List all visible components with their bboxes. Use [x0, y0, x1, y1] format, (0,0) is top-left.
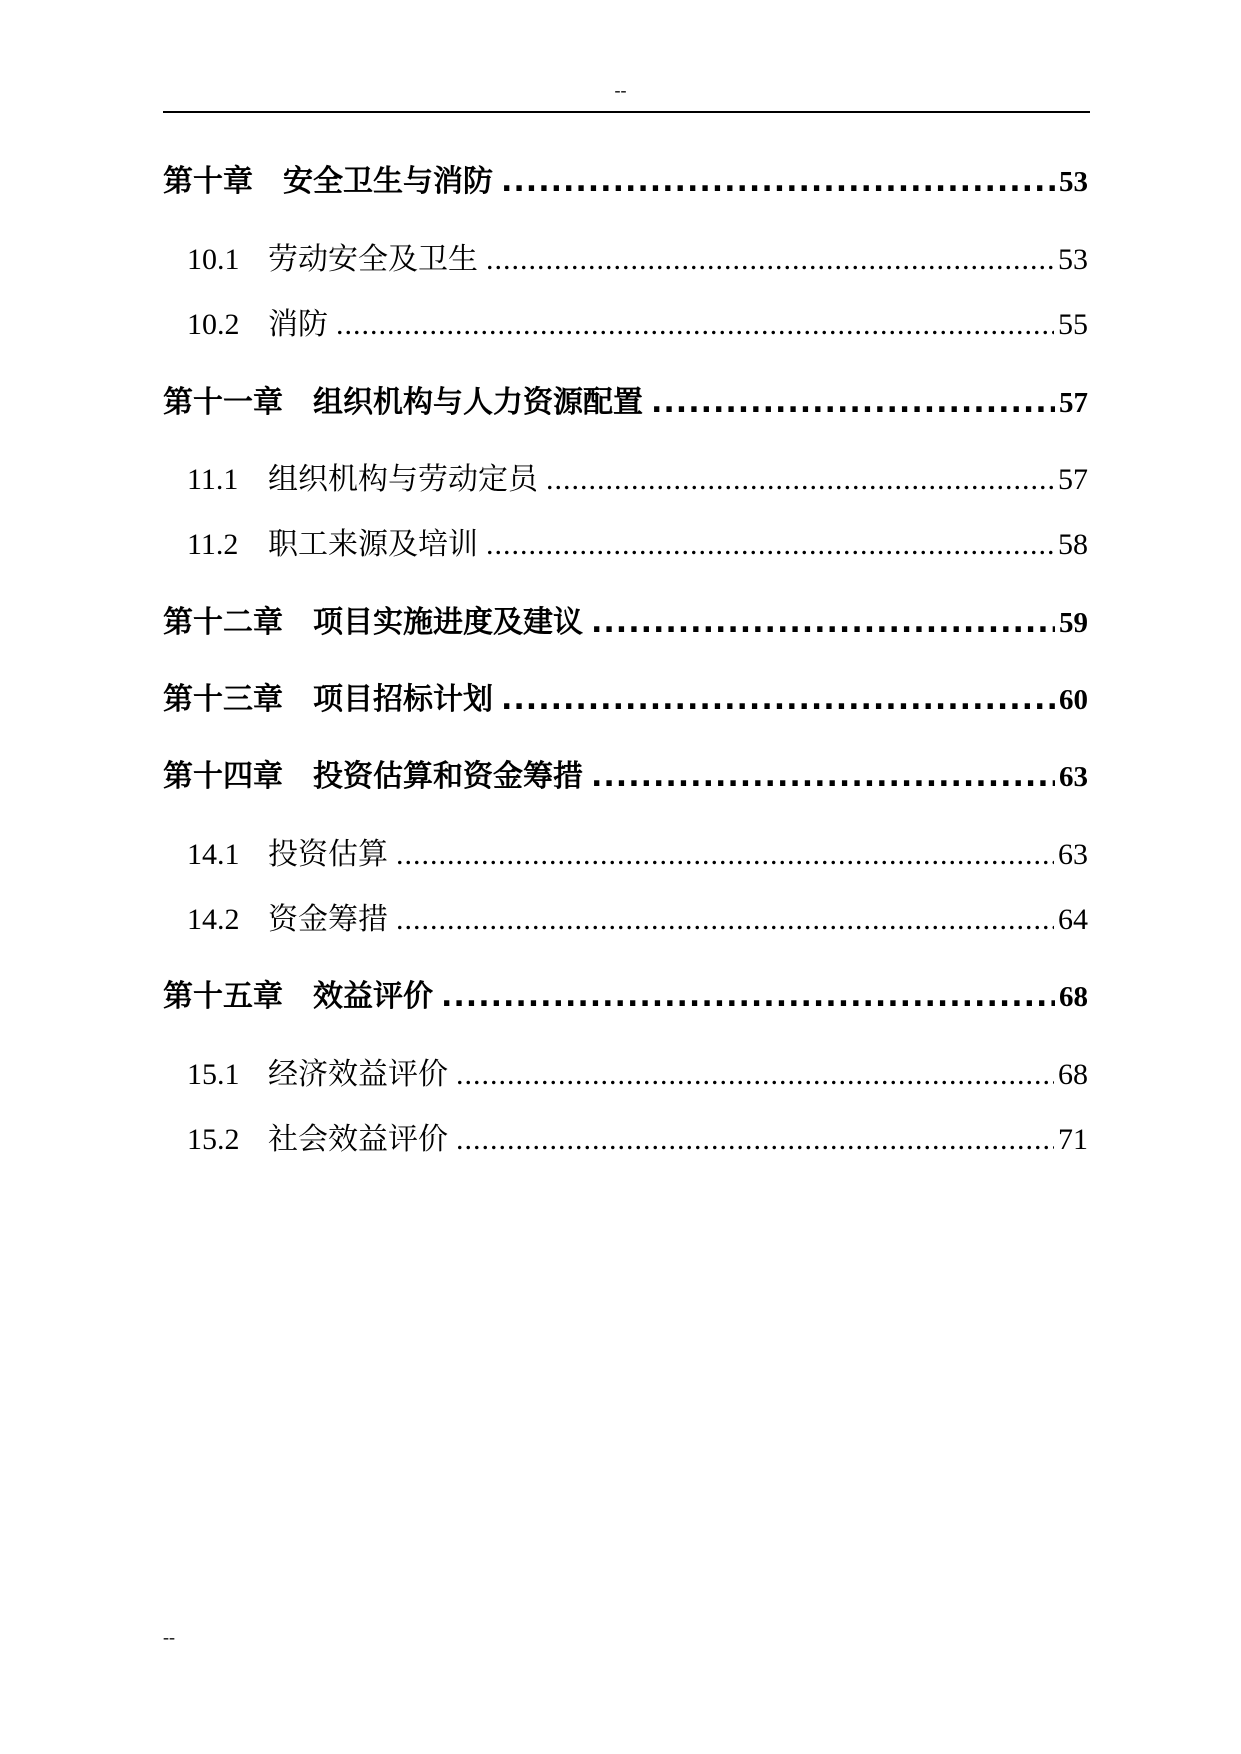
toc-section-number: 14.1 — [187, 838, 240, 871]
page-header-mark: -- — [614, 80, 627, 100]
header-rule — [163, 111, 1090, 113]
toc-section-title: 职工来源及培训 — [268, 528, 478, 561]
toc-chapter-11[interactable] — [163, 383, 1088, 423]
toc-chapter-10[interactable] — [163, 162, 1088, 202]
toc-section-11-1[interactable] — [163, 460, 1088, 500]
toc-page-number: 63 — [1058, 838, 1088, 871]
toc-dot-leader — [546, 460, 1054, 500]
toc-section-title: 社会效益评价 — [268, 1123, 448, 1156]
toc-section-10-1[interactable] — [163, 240, 1088, 280]
toc-section-number: 10.2 — [187, 308, 240, 341]
toc-page-number: 53 — [1059, 166, 1088, 198]
toc-chapter-number: 第十四章 — [163, 759, 283, 794]
toc-dot-leader — [591, 603, 1055, 643]
toc-chapter-title: 投资估算和资金筹措 — [313, 759, 583, 794]
toc-section-number: 11.2 — [187, 528, 239, 561]
toc-chapter-13[interactable] — [163, 680, 1088, 720]
toc-page-number: 58 — [1058, 528, 1088, 561]
toc-dot-leader — [486, 525, 1054, 565]
toc-section-number: 15.2 — [187, 1123, 240, 1156]
toc-chapter-title: 项目实施进度及建议 — [313, 605, 583, 640]
toc-dot-leader — [396, 835, 1054, 875]
toc-page-number: 68 — [1058, 1058, 1088, 1091]
toc-chapter-title: 项目招标计划 — [313, 682, 493, 717]
toc-section-11-2[interactable] — [163, 525, 1088, 565]
toc-section-15-1[interactable] — [163, 1055, 1088, 1095]
toc-dot-leader — [396, 900, 1054, 940]
toc-chapter-title: 安全卫生与消防 — [283, 164, 493, 199]
toc-section-number: 10.1 — [187, 243, 240, 276]
toc-dot-leader — [591, 757, 1055, 797]
toc-dot-leader — [486, 240, 1054, 280]
toc-section-title: 资金筹措 — [268, 903, 388, 936]
toc-chapter-number: 第十章 — [163, 164, 253, 199]
toc-page-number: 71 — [1058, 1123, 1088, 1156]
toc-page-number: 57 — [1058, 463, 1088, 496]
toc-section-number: 14.2 — [187, 903, 240, 936]
toc-section-10-2[interactable] — [163, 305, 1088, 345]
toc-section-title: 劳动安全及卫生 — [268, 243, 478, 276]
toc-page-number: 63 — [1059, 761, 1088, 793]
toc-page-number: 64 — [1058, 903, 1088, 936]
toc-page-number: 68 — [1059, 981, 1088, 1013]
toc-section-number: 11.1 — [187, 463, 239, 496]
toc-dot-leader — [501, 162, 1055, 202]
toc-chapter-number: 第十二章 — [163, 605, 283, 640]
page-footer-mark: -- — [163, 1627, 175, 1647]
toc-section-title: 组织机构与劳动定员 — [268, 463, 538, 496]
toc-section-title: 投资估算 — [268, 838, 388, 871]
toc-section-number: 15.1 — [187, 1058, 240, 1091]
toc-chapter-15[interactable] — [163, 977, 1088, 1017]
toc-chapter-title: 组织机构与人力资源配置 — [313, 385, 643, 420]
toc-dot-leader — [651, 383, 1055, 423]
toc-page-number: 53 — [1058, 243, 1088, 276]
toc-dot-leader — [456, 1055, 1054, 1095]
toc-chapter-number: 第十三章 — [163, 682, 283, 717]
toc-chapter-14[interactable] — [163, 757, 1088, 797]
toc-chapter-number: 第十一章 — [163, 385, 283, 420]
toc-section-14-1[interactable] — [163, 835, 1088, 875]
toc-page-number: 55 — [1058, 308, 1088, 341]
toc-dot-leader — [336, 305, 1054, 345]
toc-chapter-12[interactable] — [163, 603, 1088, 643]
toc-dot-leader — [441, 977, 1055, 1017]
toc-dot-leader — [501, 680, 1055, 720]
toc-dot-leader — [456, 1120, 1054, 1160]
toc-section-15-2[interactable] — [163, 1120, 1088, 1160]
toc-chapter-title: 效益评价 — [313, 979, 433, 1014]
toc-section-title: 消防 — [268, 308, 328, 341]
toc-section-title: 经济效益评价 — [268, 1058, 448, 1091]
toc-page-number: 57 — [1059, 387, 1088, 419]
toc-page-number: 60 — [1059, 684, 1088, 716]
toc-page-number: 59 — [1059, 607, 1088, 639]
toc-chapter-number: 第十五章 — [163, 979, 283, 1014]
toc-section-14-2[interactable] — [163, 900, 1088, 940]
